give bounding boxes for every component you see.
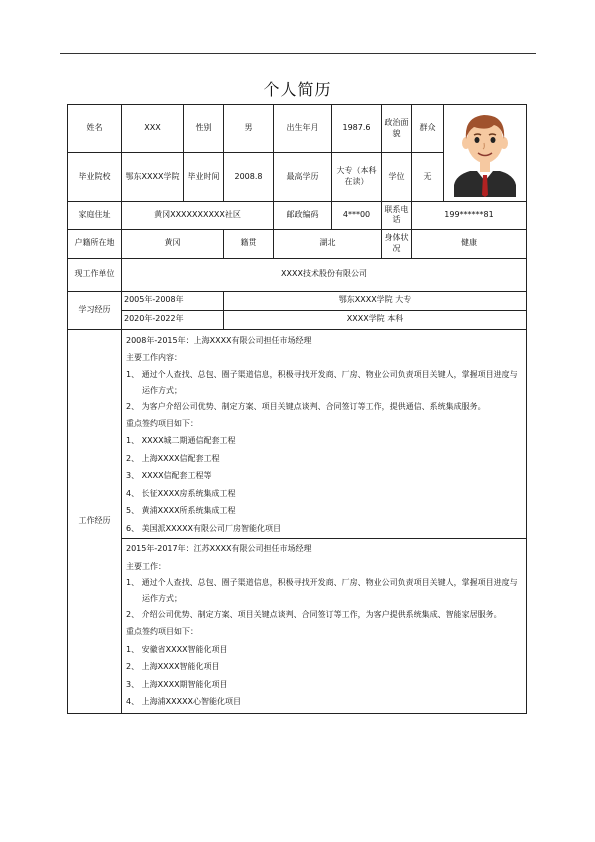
- address-label: 家庭住址: [68, 201, 122, 229]
- grad-time-label: 毕业时间: [184, 153, 224, 201]
- gender-label: 性别: [184, 105, 224, 153]
- degree-value: 无: [412, 153, 444, 201]
- study-period-1: 2005年-2008年: [122, 291, 224, 310]
- job1-duties-title: 主要工作内容：: [126, 353, 182, 363]
- job1-project-2: 2、 上海XXXX信配套工程: [126, 453, 220, 463]
- job1-project-6: 6、 美国派XXXXX有限公司厂房智能化项目: [126, 523, 282, 533]
- job1-project-3: 3、 XXXX信配套工程等: [126, 471, 212, 481]
- employer-label: 现工作单位: [68, 258, 122, 291]
- work-label: 工作经历: [68, 329, 122, 713]
- gender-value: 男: [224, 105, 274, 153]
- edu-value: 大专（本科在读）: [332, 153, 382, 201]
- study-label: 学习经历: [68, 291, 122, 329]
- school-value: 鄂东XXXX学院: [122, 153, 184, 201]
- avatar: [444, 105, 526, 197]
- hukou-label: 户籍所在地: [68, 229, 122, 258]
- job2-header: 2015年-2017年：江苏XXXX有限公司担任市场经理: [126, 544, 312, 554]
- political-label: 政治面貌: [382, 105, 412, 153]
- zip-label: 邮政编码: [274, 201, 332, 229]
- top-rule: [60, 53, 536, 54]
- job2-duty-2: 2、 介绍公司优势、制定方案、项目关键点谈判、合同签订等工作，为客户提供系统集成、智能家居服务。: [126, 610, 502, 620]
- study-detail-1: 鄂东XXXX学院 大专: [224, 291, 527, 310]
- job1-project-5: 5、 黄浦XXXX所系统集成工程: [126, 506, 236, 516]
- job2-duties-title: 主要工作：: [126, 561, 166, 571]
- job2-project-2: 2、 上海XXXX智能化项目: [126, 662, 220, 672]
- grad-time-value: 2008.8: [224, 153, 274, 201]
- degree-label: 学位: [382, 153, 412, 201]
- employer-value: XXXX技术股份有限公司: [122, 258, 527, 291]
- job1-project-1: 1、 XXXX城二期通信配套工程: [126, 436, 236, 446]
- birth-label: 出生年月: [274, 105, 332, 153]
- school-label: 毕业院校: [68, 153, 122, 201]
- job-divider: [122, 538, 526, 539]
- job2-projects-title: 重点签约项目如下：: [126, 627, 198, 637]
- zip-value: 4***00: [332, 201, 382, 229]
- job1-duty-1: 1、 通过个人查找、总包、圈子渠道信息，积极寻找开发商、厂房、物业公司负责项目关键人，掌握项目进度与运作方式；: [126, 369, 518, 395]
- job2-project-4: 4、 上海浦XXXXX心智能化项目: [126, 697, 242, 707]
- name-label: 姓名: [68, 105, 122, 153]
- phone-value: 199******81: [412, 201, 527, 229]
- study-detail-2: XXXX学院 本科: [224, 310, 527, 329]
- native-label: 籍贯: [224, 229, 274, 258]
- job2-project-1: 1、 安徽省XXXX智能化项目: [126, 644, 228, 654]
- work-experience: [122, 329, 527, 713]
- resume-table: [67, 104, 527, 714]
- edu-label: 最高学历: [274, 153, 332, 201]
- phone-label: 联系电话: [382, 201, 412, 229]
- job1-project-4: 4、 长征XXXX房系统集成工程: [126, 488, 236, 498]
- address-value: 黄冈XXXXXXXXXX社区: [122, 201, 274, 229]
- native-value: 湖北: [274, 229, 382, 258]
- health-label: 身体状况: [382, 229, 412, 258]
- political-value: 群众: [412, 105, 444, 153]
- health-value: 健康: [412, 229, 527, 258]
- job2-duty-1: 1、 通过个人查找、总包、圈子渠道信息，积极寻找开发商、厂房、物业公司负责项目关键人，掌握项目进度与运作方式；: [126, 578, 518, 604]
- photo-cell: [444, 105, 527, 202]
- job2-project-3: 3、 上海XXXX期智能化项目: [126, 679, 228, 689]
- birth-value: 1987.6: [332, 105, 382, 153]
- name-value: XXX: [122, 105, 184, 153]
- job1-projects-title: 重点签约项目如下：: [126, 418, 198, 428]
- job1-duty-2: 2、 为客户介绍公司优势、制定方案、项目关键点谈判、合同签订等工作，提供通信、系统集成服务。: [126, 401, 486, 411]
- hukou-value: 黄冈: [122, 229, 224, 258]
- study-period-2: 2020年-2022年: [122, 310, 224, 329]
- page-title: 个人简历: [263, 80, 332, 99]
- job1-header: 2008年-2015年：上海XXXX有限公司担任市场经理: [126, 335, 312, 345]
